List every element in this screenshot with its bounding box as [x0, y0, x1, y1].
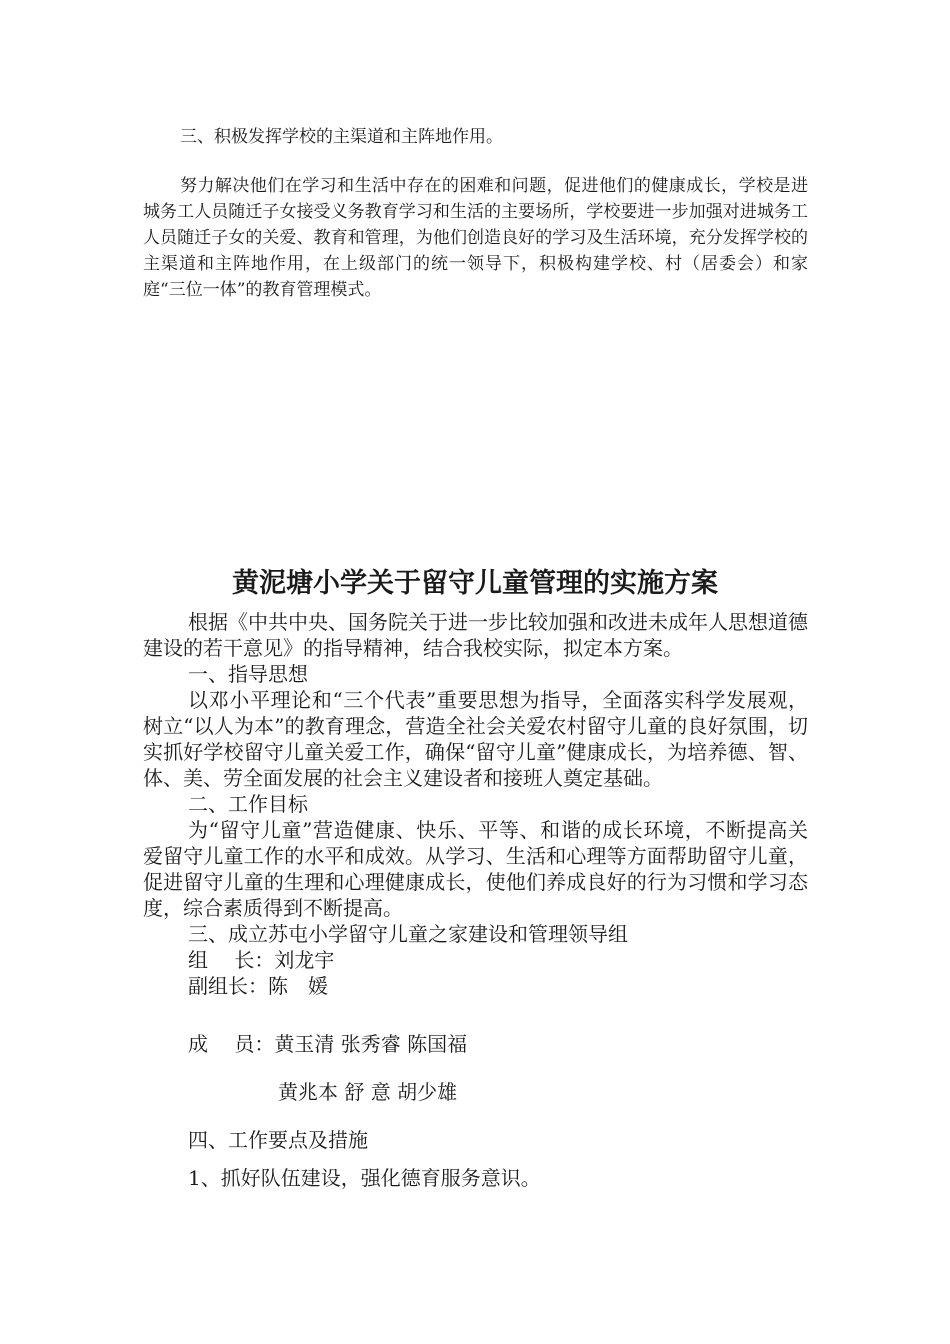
section-1-paragraph: 以邓小平理论和“三个代表”重要思想为指导，全面落实科学发展观，树立“以人为本”的教育理念，营造全社会关爱农村留守儿童的良好氛围，切实抓好学校留守儿童关爱工作，确保“留守儿童”健康成长，为培养德、智、体、美、劳全面发展的社会主义建设者和接班人奠定基础。: [143, 688, 808, 790]
section-2-paragraph: 为“留守儿童”营造健康、快乐、平等、和谐的成长环境，不断提高关爱留守儿童工作的水平和成效。从学习、生活和心理等方面帮助留守儿童，促进留守儿童的生理和心理健康成长，使他们养成良好的行为习惯和学习态度，综合素质得到不断提高。: [143, 818, 808, 920]
members-line-1: 成 员：黄玉清 张秀睿 陈国福: [188, 1032, 468, 1056]
leader-line: 组 长：刘龙宇: [188, 948, 335, 972]
deputy-leader-line: 副组长：陈 媛: [188, 974, 328, 998]
section-heading-3-top: 三、积极发挥学校的主渠道和主阵地作用。: [180, 127, 503, 147]
list-item-1: 1、抓好队伍建设，强化德育服务意识。: [188, 1166, 541, 1190]
section-heading-2: 二、工作目标: [188, 792, 308, 816]
section-heading-4: 四、工作要点及措施: [188, 1128, 368, 1152]
paragraph-top: 努力解决他们在学习和生活中存在的困难和问题，促进他们的健康成长，学校是进城务工人员随迁子女接受义务教育学习和生活的主要场所，学校要进一步加强对进城务工人员随迁子女的关爱、教育和管理，为他们创造良好的学习及生活环境，充分发挥学校的主渠道和主阵地作用，在上级部门的统一领导下，积极构建学校、村（居委会）和家庭“三位一体”的教育管理模式。: [143, 176, 808, 300]
section-heading-1: 一、指导思想: [188, 662, 308, 686]
intro-paragraph: 根据《中共中央、国务院关于进一步比较加强和改进未成年人思想道德建设的若干意见》的指导精神，结合我校实际，拟定本方案。: [143, 610, 808, 660]
document-body: [143, 609, 808, 999]
document-title: 黄泥塘小学关于留守儿童管理的实施方案: [232, 568, 718, 599]
members-line-2: 黄兆本 舒 意 胡少雄: [278, 1080, 458, 1104]
section-heading-3: 三、成立苏屯小学留守儿童之家建设和管理领导组: [188, 922, 628, 946]
